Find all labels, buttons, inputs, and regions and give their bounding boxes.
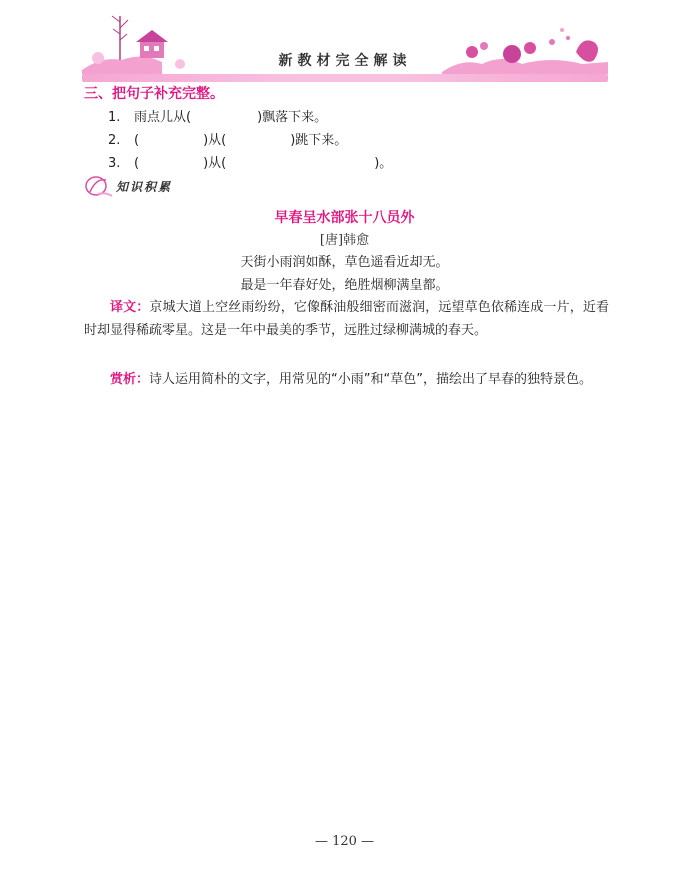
knowledge-label: 知识积累: [116, 180, 173, 194]
header-title: 新教材完全解读: [278, 53, 412, 69]
sentence-text: )跳下来。: [290, 133, 348, 148]
poem-line: 天街小雨润如酥，草色遥看近却无。: [240, 255, 449, 270]
knowledge-section-label: [84, 174, 204, 198]
poem-title: 早春呈水部张十八员外: [274, 210, 415, 226]
section-title: 三、把句子补充完整。: [84, 86, 224, 102]
sentence-text: )从(: [203, 156, 227, 171]
appreciation-paragraph: [84, 368, 609, 391]
poem-line: 最是一年春好处，绝胜烟柳满皇都。: [240, 278, 449, 293]
sentence-text: (: [134, 133, 140, 148]
header-bar: [82, 74, 608, 82]
sentence-text: )飘落下来。: [257, 110, 328, 125]
page-number: — 120 —: [314, 834, 375, 849]
sentence-number: 1.: [108, 110, 121, 125]
sentence-text: (: [134, 156, 140, 171]
sentence-text: )从(: [203, 133, 227, 148]
sentence-number: 2.: [108, 133, 121, 148]
translation-label: 译文：: [110, 300, 150, 315]
sentence-2: [108, 129, 347, 148]
poem-author: [唐]韩愈: [319, 233, 370, 248]
translation-text: 京城大道上空丝雨纷纷，它像酥油般细密而滋润，远望草色依稀连成一片，近看时却显得稀疏零星。这是一年中最美的季节，远胜过绿柳满城的春天。: [84, 300, 609, 338]
sentence-text: )。: [374, 156, 393, 171]
sentence-1: [108, 106, 327, 125]
page-header: [82, 12, 608, 76]
translation-paragraph: [84, 296, 609, 342]
sentence-text: 雨点儿从(: [134, 110, 192, 125]
appreciation-text: 诗人运用简朴的文字，用常见的“小雨”和“草色”，描绘出了早春的独特景色。: [149, 372, 592, 387]
leaf-pen-icon: [84, 174, 114, 198]
appreciation-label: 赏析：: [110, 372, 150, 387]
sentence-3: [108, 152, 392, 171]
sentence-number: 3.: [108, 156, 121, 171]
